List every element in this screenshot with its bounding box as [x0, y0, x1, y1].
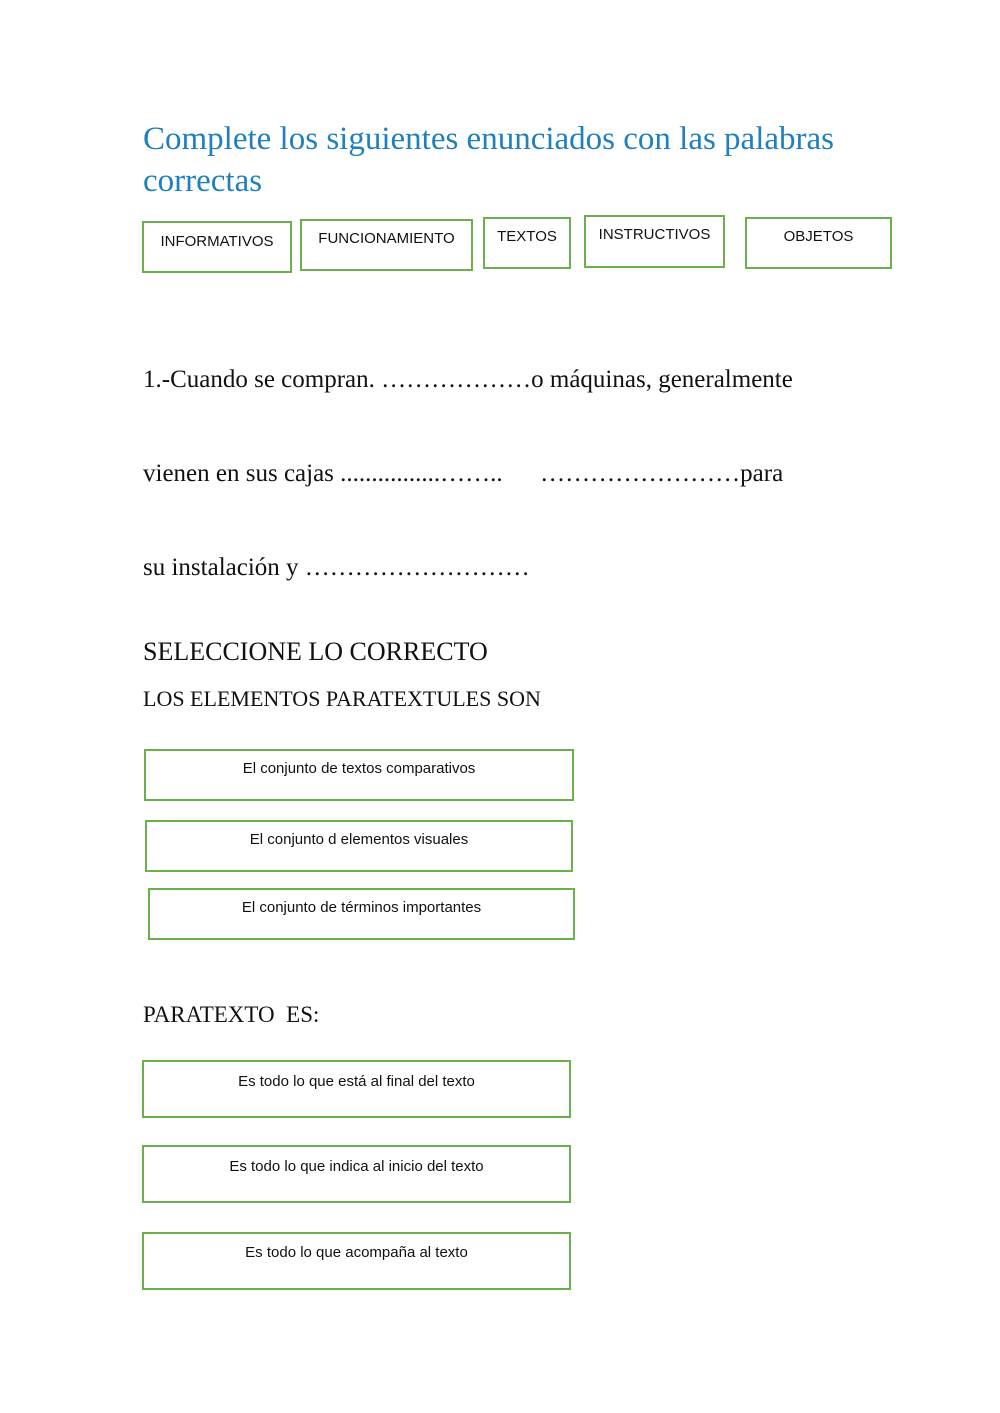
option-final-del-texto[interactable] [142, 1060, 571, 1118]
word-bank-label: INFORMATIVOS [160, 233, 274, 250]
word-bank-item-informativos[interactable] [142, 221, 292, 273]
question-label: LOS ELEMENTOS PARATEXTULES SON [143, 686, 541, 711]
option-label: Es todo lo que acompaña al texto [245, 1244, 468, 1261]
word-bank-label: OBJETOS [783, 228, 854, 245]
option-label: Es todo lo que está al final del texto [238, 1073, 475, 1090]
page-title: Complete los siguientes enunciados con las palabras correctas [143, 121, 835, 199]
option-elementos-visuales[interactable] [145, 820, 573, 872]
option-label: El conjunto de textos comparativos [242, 760, 476, 777]
sentence-line-2: vienen en sus cajas ................…….. ……………………para [143, 460, 784, 487]
question-label: PARATEXTO ES: [143, 1002, 320, 1027]
word-bank-item-objetos[interactable] [745, 217, 892, 269]
option-label: Es todo lo que indica al inicio del texto [229, 1158, 484, 1175]
word-bank-label: FUNCIONAMIENTO [318, 230, 455, 247]
word-bank-label: TEXTOS [497, 228, 557, 245]
option-acompana-al-texto[interactable] [142, 1232, 571, 1290]
sentence-line-1: 1.-Cuando se compran. ………………o máquinas, generalmente [143, 366, 793, 393]
option-label: El conjunto de términos importantes [241, 899, 482, 916]
word-bank-item-instructivos[interactable] [584, 215, 725, 268]
word-bank-item-textos[interactable] [483, 217, 571, 269]
sentence-line-3: su instalación y ……………………… [143, 554, 530, 581]
option-terminos-importantes[interactable] [148, 888, 575, 940]
word-bank-item-funcionamiento[interactable] [300, 219, 473, 271]
option-inicio-del-texto[interactable] [142, 1145, 571, 1203]
option-label: El conjunto d elementos visuales [249, 831, 469, 848]
option-textos-comparativos[interactable] [144, 749, 574, 801]
word-bank-label: INSTRUCTIVOS [598, 226, 711, 243]
section-heading: SELECCIONE LO CORRECTO [143, 637, 488, 666]
